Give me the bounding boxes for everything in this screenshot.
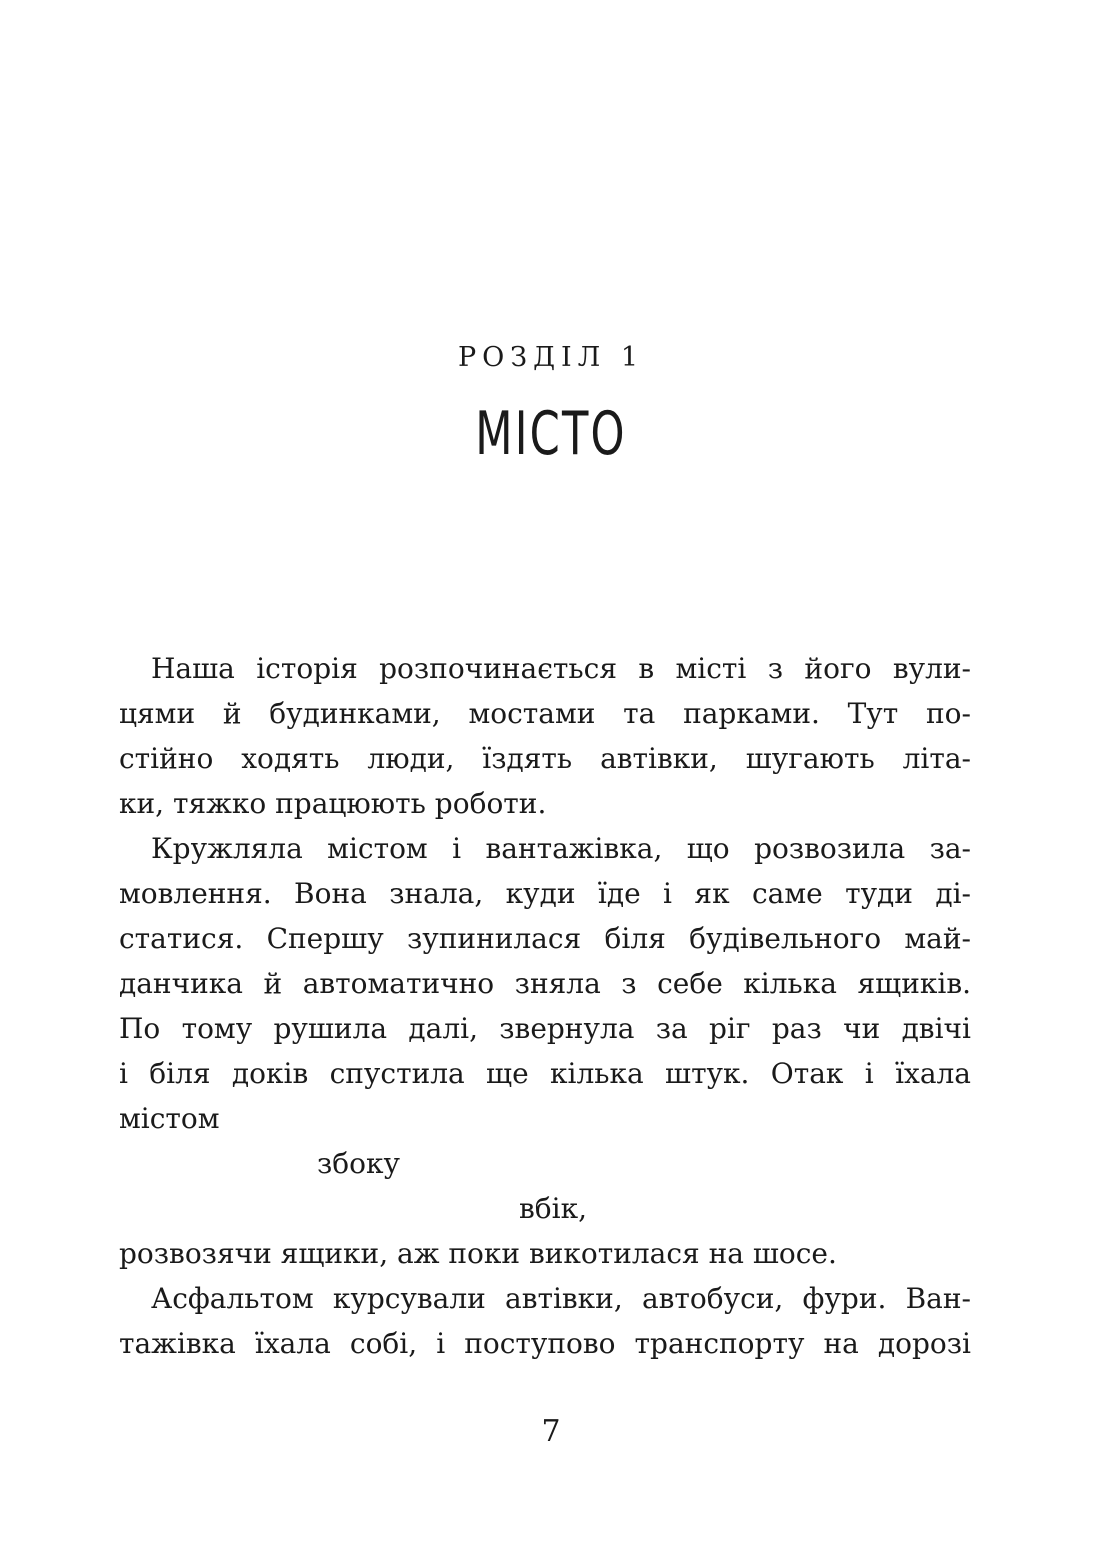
paragraph-1 xyxy=(119,646,971,826)
paragraph-2 xyxy=(119,826,971,1276)
stair-word-1: збоку xyxy=(317,1147,400,1180)
text-line: розвозячи ящики, аж поки викотилася на шосе. xyxy=(119,1237,837,1270)
text-line: По тому рушила далі, звернула за ріг раз чи двічі xyxy=(119,1012,971,1045)
text-line: Асфальтом курсували автівки, автобуси, фури. Ван- xyxy=(151,1282,971,1315)
chapter-label: РОЗДІЛ 1 xyxy=(457,342,645,373)
text-line: статися. Спершу зупинилася біля будівельного май- xyxy=(119,922,971,955)
chapter-title: МІСТО xyxy=(475,399,627,469)
stair-word-2: вбік, xyxy=(519,1192,587,1225)
body-text xyxy=(119,646,971,1366)
text-line: стійно ходять люди, їздять автівки, шугають літа- xyxy=(119,742,971,775)
text-line: Кружляла містом і вантажівка, що розвозила за- xyxy=(151,832,971,865)
text-line: містом xyxy=(119,1102,220,1135)
text-line: данчика й автоматично зняла з себе кілька ящиків. xyxy=(119,967,971,1000)
text-line: цями й будинками, мостами та парками. Тут по- xyxy=(119,697,971,730)
page-number: 7 xyxy=(541,1414,561,1449)
text-line: Наша історія розпочинається в місті з його вули- xyxy=(151,652,971,685)
text-line: мовлення. Вона знала, куди їде і як саме туди ді- xyxy=(119,877,971,910)
text-line: ки, тяжко працюють роботи. xyxy=(119,787,547,820)
text-line: тажівка їхала собі, і поступово транспорту на дорозі xyxy=(119,1327,971,1360)
text-line: і біля доків спустила ще кілька штук. Отак і їхала xyxy=(119,1057,971,1090)
paragraph-3 xyxy=(119,1276,971,1366)
